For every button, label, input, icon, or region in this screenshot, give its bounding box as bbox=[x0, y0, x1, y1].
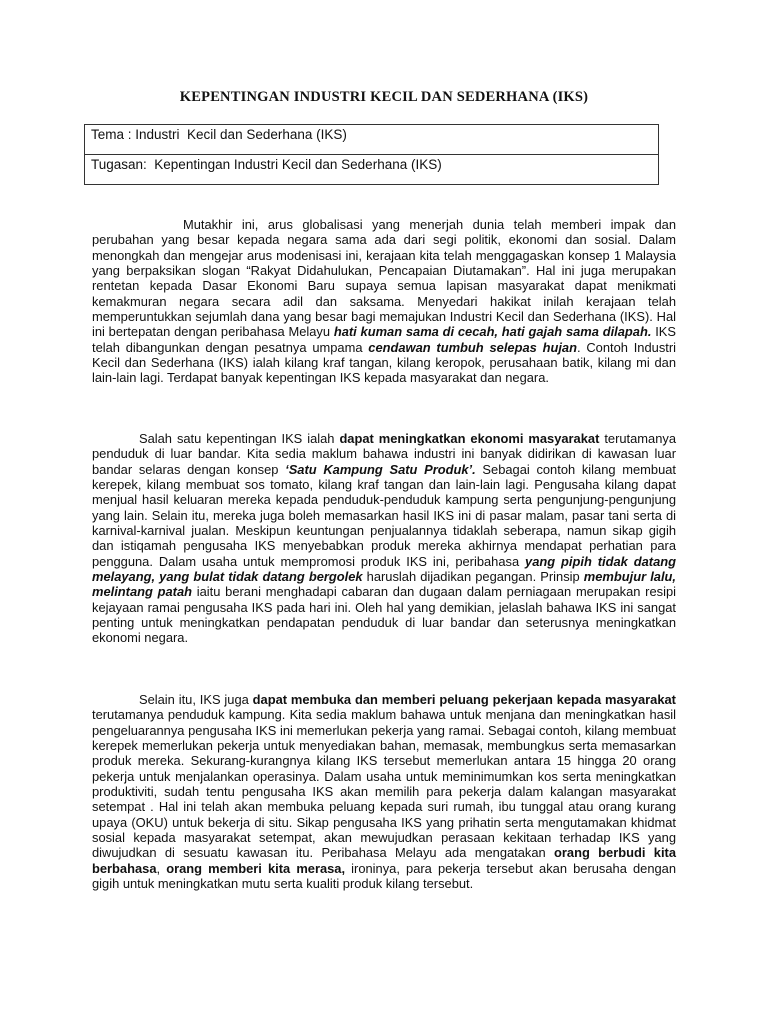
emphasis-text: cendawan tumbuh selepas hujan bbox=[368, 339, 577, 355]
paragraph-economy bbox=[92, 431, 676, 646]
paragraph-text: iaitu berani menghadapi cabaran dan dugaan dalam perniagaan merupakan resipi kejayaan ramai pengusaha IKS pada hari ini. Oleh hal yang demikian, jelaslah bahawa IKS ini sangat penting untuk meningkatkan pendapatan penduduk di luar bandar dan seterusnya meningkatkan ekonomi negara. bbox=[92, 584, 676, 646]
theme-cell: Tema : Industri Kecil dan Sederhana (IKS) bbox=[85, 125, 659, 155]
paragraph-text: Sebagai contoh kilang membuat kerepek, kilang membuat sos tomato, kilang kraf tangan dan lain-lain lagi. Pengusaha kilang dapat menjual hasil keluaran mereka kepada penduduk-penduduk kampung serta pengunjung-pengunjung yang lain. Selain itu, mereka juga boleh memasarkan hasil IKS ini di pasar malam, pasar tani serta di karnival-karnival jualan. Meskipun keuntungan penjualannya tidaklah seberapa, namun sikap gigih dan istiqamah pengusaha IKS menyebabkan produk mereka akhirnya mendapat perhatian para pengguna. Dalam usaha untuk mempromosi produk IKS ini, peribahasa bbox=[92, 461, 676, 569]
emphasis-text: ‘Satu Kampung Satu Produk’. bbox=[285, 461, 476, 477]
emphasis-text: orang memberi kita merasa, bbox=[166, 860, 346, 876]
emphasis-text: membujur lalu, melintang patah bbox=[92, 569, 677, 600]
paragraph-employment bbox=[92, 692, 676, 891]
table-row bbox=[85, 125, 659, 155]
document-title: KEPENTINGAN INDUSTRI KECIL DAN SEDERHANA (IKS) bbox=[179, 89, 589, 105]
paragraph-text: Mutakhir ini, arus globalisasi yang menerjah dunia telah memberi impak dan perubahan yang besar kepada negara sama ada dari segi politik, ekonomi dan sosial. Dalam menongkah dan mengejar arus modenisasi ini, kerajaan kita telah menggagaskan konsep 1 Malaysia yang berpaksikan slogan “Rakyat Didahulukan, Pencapaian Diutamakan”. Hal ini juga merupakan rentetan kepada Dasar Ekonomi Baru supaya semua lapisan masyarakat dapat menikmati kemakmuran negara secara adil dan saksama. Menyedari hakikat inilah kerajaan telah memperuntukkan sejumlah dana yang besar bagi memajukan Industri Kecil dan Sederhana (IKS). Hal ini bertepatan dengan peribahasa Melayu bbox=[92, 217, 676, 340]
paragraph-text: Salah satu kepentingan IKS ialah bbox=[139, 431, 340, 446]
paragraph-text: Selain itu, IKS juga bbox=[139, 692, 253, 707]
paragraph-text: terutamanya penduduk di luar bandar. Kita sedia maklum bahawa industri ini banyak didirikan di kawasan luar bandar selaras dengan konsep bbox=[92, 431, 676, 477]
emphasis-text: dapat membuka dan memberi peluang pekerjaan kepada masyarakat bbox=[252, 692, 676, 707]
emphasis-text: yang pipih tidak datang melayang, yang bulat tidak datang bergolek bbox=[92, 553, 676, 585]
info-table bbox=[84, 124, 659, 185]
paragraph-text: , bbox=[156, 860, 167, 876]
paragraph-text: haruslah dijadikan pegangan. Prinsip bbox=[362, 569, 584, 585]
paragraph-text: terutamanya penduduk kampung. Kita sedia maklum bahawa untuk menjana dan meningkatkan hasil pengeluarannya pengusaha IKS ini memerlukan pekerja yang ramai. Sebagai contoh, kilang membuat kerepek memerlukan pekerja untuk menyediakan bahan, memasak, membungkus serta memasarkan produk mereka. Sekurang-kurangnya kilang IKS tersebut memerlukan antara 15 hingga 20 orang pekerja untuk menjalankan operasinya. Dalam usaha untuk meminimumkan kos serta meningkatkan produktiviti, sudah tentu pengusaha IKS akan memilih para pekerja dalam kalangan masyarakat setempat . Hal ini telah akan membuka peluang kepada suri rumah, ibu tunggal atau orang kurang upaya (OKU) untuk bekerja di situ. Sikap pengusaha IKS yang prihatin serta mengutamakan khidmat sosial kepada masyarakat setempat, akan mewujudkan perasaan kekitaan terhadap IKS yang diwujudkan di sesuatu kawasan itu. Peribahasa Melayu ada mengatakan bbox=[92, 707, 676, 861]
table-row bbox=[85, 155, 659, 185]
paragraph-text: ironinya, para pekerja tersebut akan berusaha dengan gigih untuk meningkatkan mutu serta kualiti produk kilang tersebut. bbox=[92, 860, 676, 892]
emphasis-text: hati kuman sama di cecah, hati gajah sama dilapah. bbox=[333, 324, 652, 340]
assignment-cell: Tugasan: Kepentingan Industri Kecil dan Sederhana (IKS) bbox=[85, 155, 659, 185]
paragraph-text: IKS telah dibangunkan dengan pesatnya umpama bbox=[92, 324, 677, 355]
emphasis-text: dapat meningkatkan ekonomi masyarakat bbox=[339, 431, 600, 446]
paragraph-text: . Contoh Industri Kecil dan Sederhana (IKS) ialah kilang kraf tangan, kilang keropok, perusahaan batik, kilang mi dan lain-lain lagi. Terdapat banyak kepentingan IKS kepada masyarakat dan negara. bbox=[92, 339, 676, 386]
paragraph-intro bbox=[92, 217, 676, 386]
emphasis-text: orang berbudi kita berbahasa bbox=[92, 845, 676, 876]
